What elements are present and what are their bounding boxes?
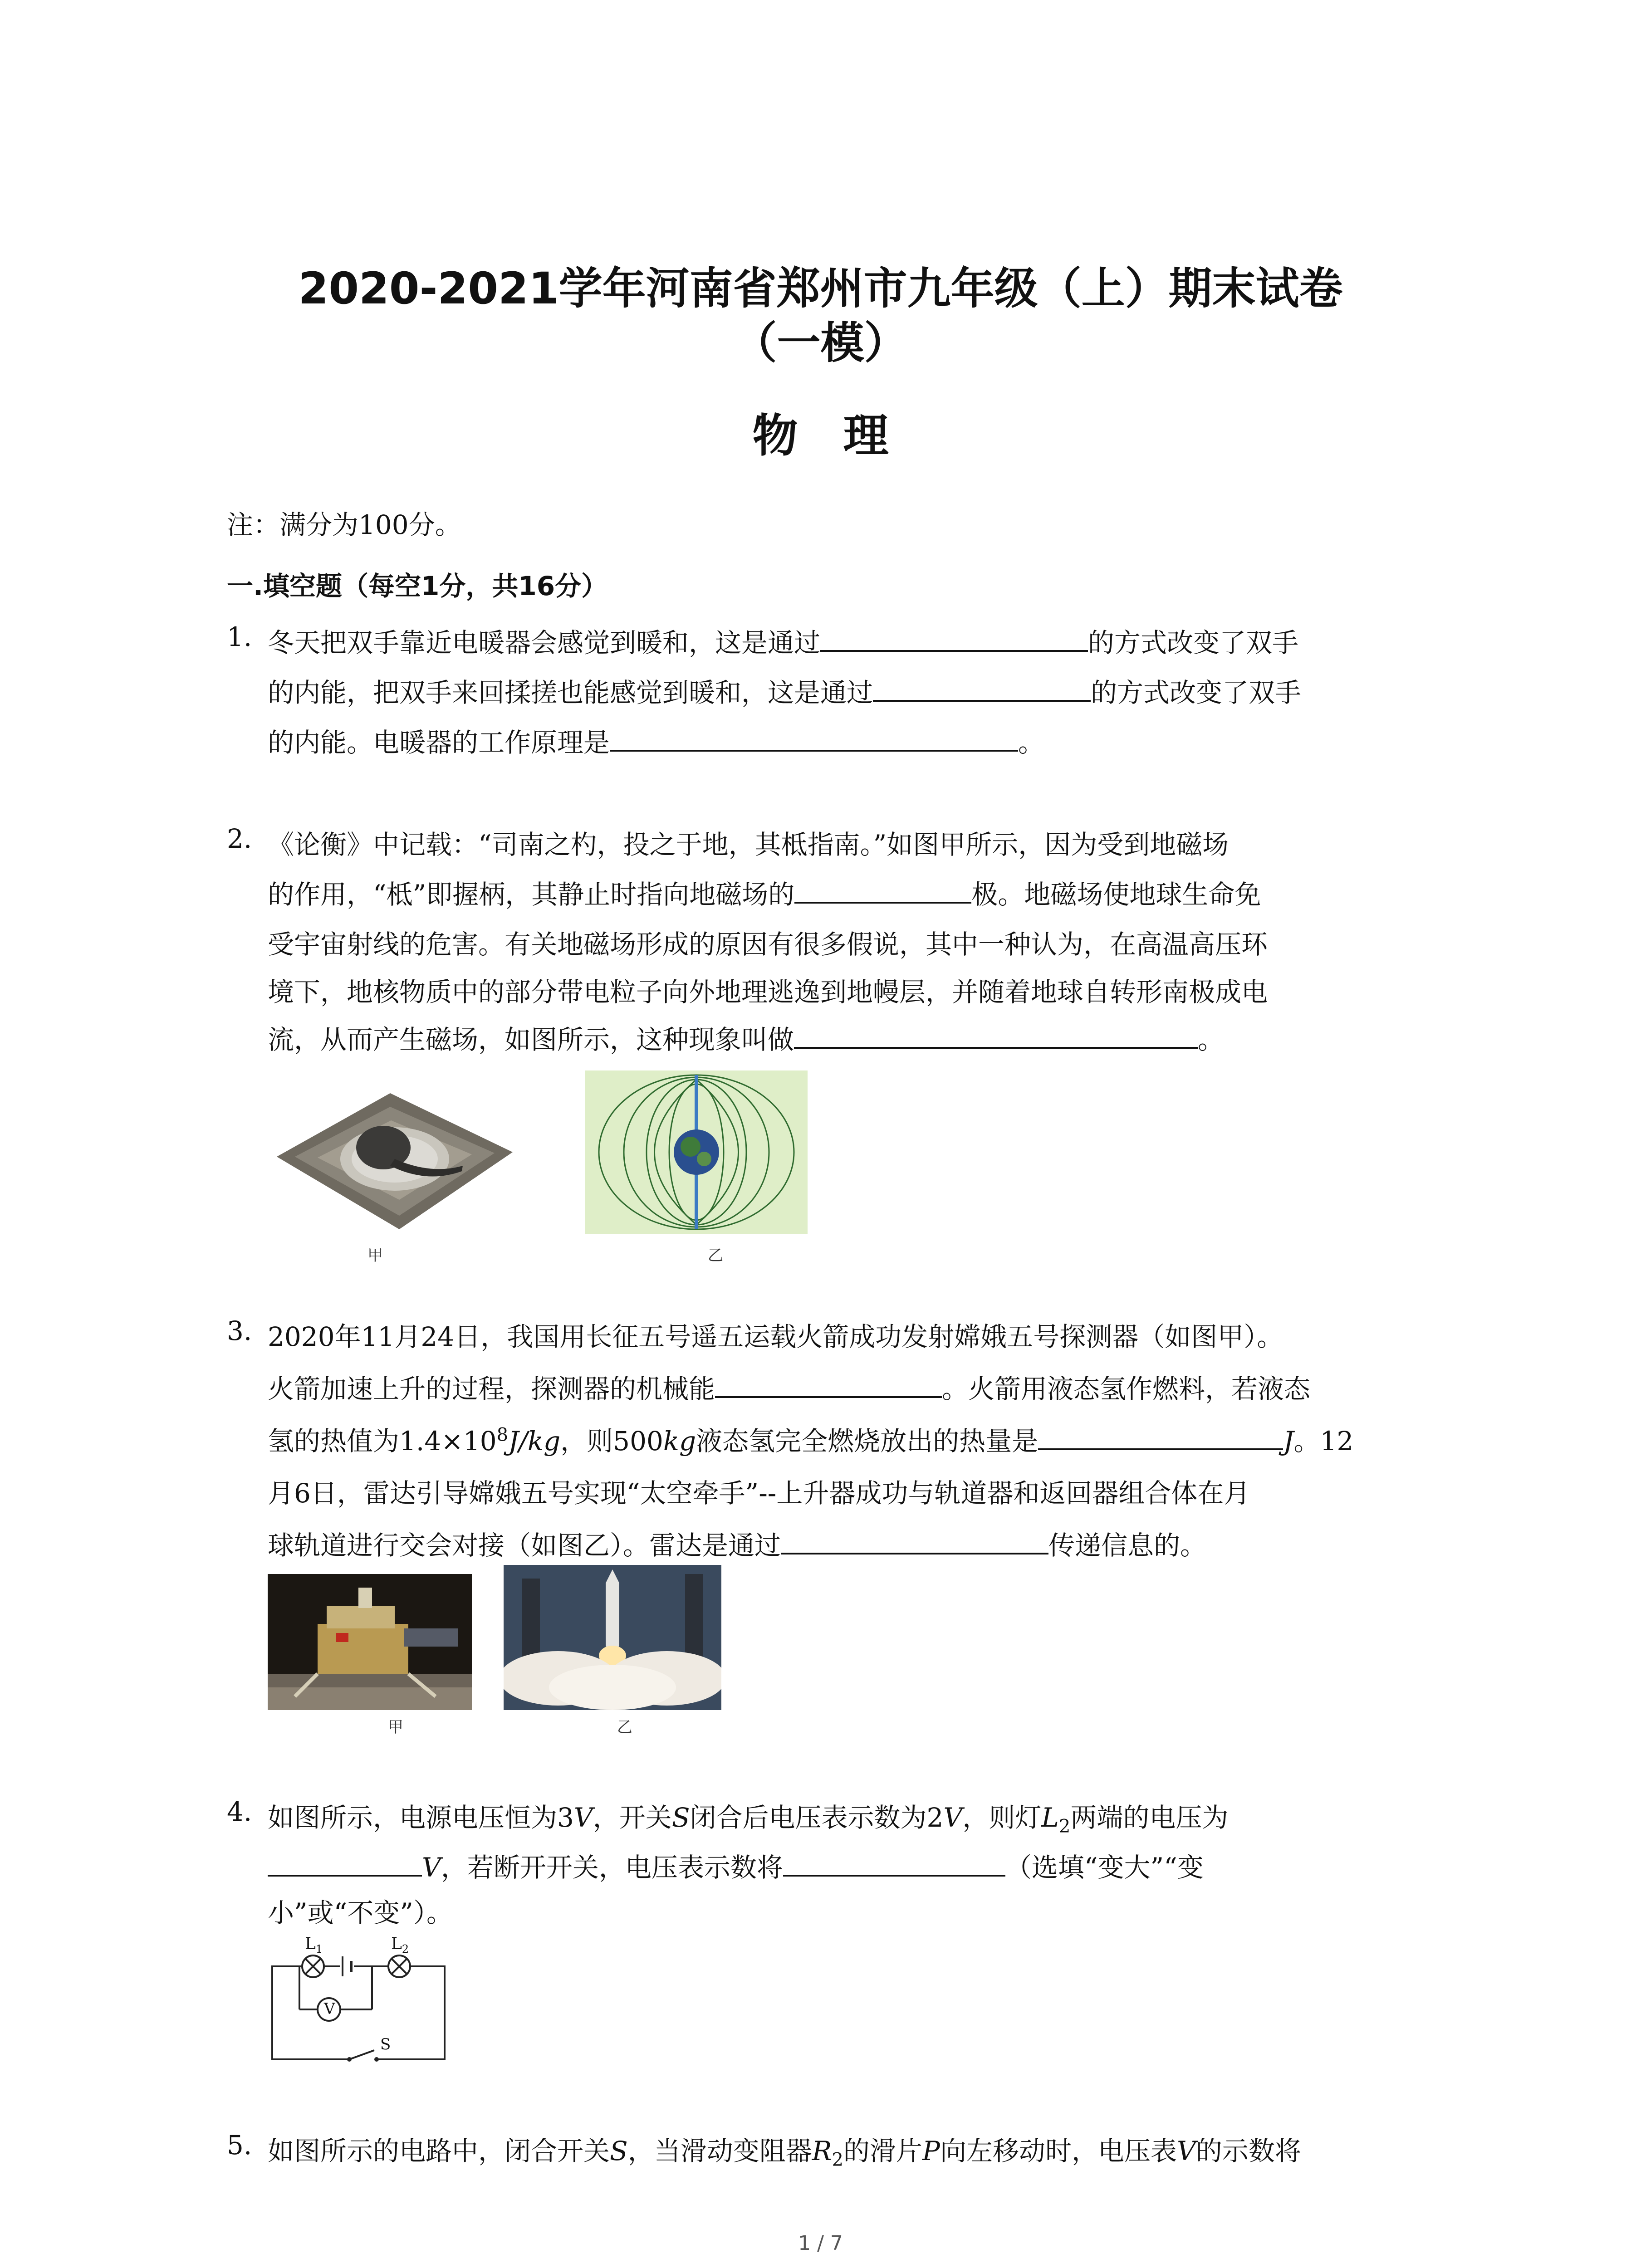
q4-lamp-symbol: L (1041, 1802, 1059, 1833)
q5-resistor-symbol: R (812, 2136, 832, 2166)
q3-text: 火箭加速上升的过程，探测器的机械能 (268, 1374, 715, 1404)
q3-text: 液态氢完全燃烧放出的热量是 (696, 1426, 1038, 1457)
question-number: 2. (227, 823, 252, 854)
sinan-compass-image (268, 1075, 522, 1238)
figure-caption: 乙 (617, 1718, 632, 1736)
q1-text: 的内能，把双手来回揉搓也能感觉到暖和，这是通过 (268, 677, 873, 708)
q5-line1 (268, 2130, 1301, 2170)
answer-blank[interactable] (794, 897, 971, 904)
q3-exponent: 8 (496, 1424, 509, 1446)
label-l1: $L_1$ (305, 1935, 323, 1956)
q5-text: ，当滑动变阻器 (627, 2136, 812, 2166)
label-l2: $L_2$ (391, 1935, 409, 1956)
question-number: 5. (227, 2130, 252, 2160)
q2-text: 的作用，“柢”即握柄，其静止时指向地磁场的 (268, 879, 795, 910)
section-heading: 一.填空题（每空1分，共16分） (227, 571, 608, 601)
q3-line3 (268, 1420, 1353, 1458)
q2-text: 极。地磁场使地球生命免 (971, 879, 1261, 910)
q2-line3: 受宇宙射线的危害。有关地磁场形成的原因有很多假说，其中一种认为，在高温高压环 (268, 929, 1268, 960)
q4-text: 两端的电压为 (1070, 1802, 1229, 1833)
q1-text: 冬天把双手靠近电暖器会感觉到暖和，这是通过 (268, 627, 821, 658)
q3-unit: J/kg (508, 1426, 561, 1457)
answer-blank[interactable] (781, 1548, 1048, 1554)
q2-line5 (268, 1018, 1224, 1056)
q1-line2 (268, 671, 1301, 709)
q4-switch-symbol: S (671, 1802, 690, 1833)
q3-unit-j: J (1283, 1426, 1294, 1457)
page-title: 2020-2021学年河南省郑州市九年级（上）期末试卷 (298, 263, 1343, 314)
question-number: 1. (227, 621, 252, 652)
q1-text: 的方式改变了双手 (1088, 627, 1299, 658)
q1-text: 的内能。电暖器的工作原理是 (268, 727, 610, 758)
q3-text: 氢的热值为1.4×10 (268, 1426, 497, 1457)
page-number: 1 / 7 (798, 2232, 843, 2255)
figure-caption: 乙 (708, 1246, 723, 1265)
q5-slider-symbol: P (922, 2136, 940, 2166)
q5-text: 的示数将 (1195, 2136, 1301, 2166)
q4-unit-v: V (943, 1802, 963, 1833)
q4-unit-v: V (422, 1852, 441, 1883)
answer-blank[interactable] (794, 1042, 1198, 1049)
subject-title: 物 理 (752, 409, 889, 462)
voltmeter-label: V (324, 2000, 335, 2018)
q4-lamp-sub: 2 (1058, 1816, 1071, 1837)
q2-line4: 境下，地核物质中的部分带电粒子向外地理逃逸到地幔层，并随着地球自转形南极成电 (268, 977, 1268, 1007)
q3-line2 (268, 1368, 1310, 1406)
q3-text: ，则500 (560, 1426, 663, 1457)
q3-text: 。火箭用液态氢作燃料，若液态 (942, 1374, 1311, 1404)
answer-blank[interactable] (610, 745, 1018, 752)
q3-text: 传递信息的。 (1048, 1530, 1207, 1561)
switch-label: S (380, 2035, 391, 2053)
q2-line1: 《论衡》中记载：“司南之杓，投之于地，其柢指南。”如图甲所示，因为受到地磁场 (268, 829, 1229, 860)
q4-text: 闭合后电压表示数为2 (690, 1802, 944, 1833)
q2-text: 流，从而产生磁场，如图所示，这种现象叫做 (268, 1024, 794, 1055)
q4-text: ，开关 (593, 1802, 672, 1833)
question-number: 3. (227, 1315, 252, 1346)
q5-text: 的滑片 (843, 2136, 922, 2166)
q2-text: 。 (1198, 1024, 1225, 1055)
q3-text: 。12 (1293, 1426, 1354, 1457)
q3-line1: 2020年11月24日，我国用长征五号遥五运载火箭成功发射嫦娥五号探测器（如图甲）。 (268, 1321, 1283, 1352)
circuit-diagram (263, 1935, 454, 2071)
rocket-launch-image (504, 1565, 721, 1710)
lunar-probe-image (268, 1574, 472, 1710)
figure-caption: 甲 (367, 1246, 383, 1265)
earth-magnetic-field-image (585, 1070, 808, 1234)
q3-text: 球轨道进行交会对接（如图乙）。雷达是通过 (268, 1530, 781, 1561)
figure-caption: 甲 (388, 1718, 403, 1736)
q1-line3 (268, 721, 1044, 759)
q1-text: 的方式改变了双手 (1091, 677, 1302, 708)
q4-text: ，若断开开关，电压表示数将 (441, 1852, 783, 1883)
q4-line2 (268, 1846, 1204, 1884)
q1-line1 (268, 621, 1298, 660)
answer-blank[interactable] (873, 695, 1091, 702)
q4-text: （选填“变大”“变 (1005, 1852, 1204, 1883)
answer-blank[interactable] (268, 1870, 422, 1877)
q5-text: 向左移动时，电压表 (940, 2136, 1177, 2166)
q4-line3: 小”或“不变”）。 (268, 1897, 453, 1928)
q3-line5 (268, 1524, 1206, 1562)
q2-line2 (268, 873, 1261, 911)
score-note: 注：满分为100分。 (227, 509, 461, 540)
answer-blank[interactable] (1038, 1444, 1283, 1450)
page-title-sub: （一模） (733, 318, 908, 368)
question-number: 4. (227, 1796, 252, 1827)
q3-line4: 月6日，雷达引导嫦娥五号实现“太空牵手”--上升器成功与轨道器和返回器组合体在月 (268, 1478, 1250, 1509)
q5-text: 如图所示的电路中，闭合开关 (268, 2136, 610, 2166)
q4-text: 如图所示，电源电压恒为3 (268, 1802, 574, 1833)
q5-switch-symbol: S (610, 2136, 628, 2166)
answer-blank[interactable] (783, 1870, 1005, 1877)
q4-line1 (268, 1796, 1228, 1837)
q4-text: ，则灯 (962, 1802, 1042, 1833)
q4-unit-v: V (573, 1802, 593, 1833)
q3-unit-kg: kg (663, 1426, 696, 1457)
q5-voltmeter-symbol: V (1176, 2136, 1196, 2166)
answer-blank[interactable] (715, 1392, 942, 1398)
answer-blank[interactable] (820, 645, 1088, 652)
q1-text: 。 (1018, 727, 1045, 758)
q5-resistor-sub: 2 (832, 2149, 843, 2170)
